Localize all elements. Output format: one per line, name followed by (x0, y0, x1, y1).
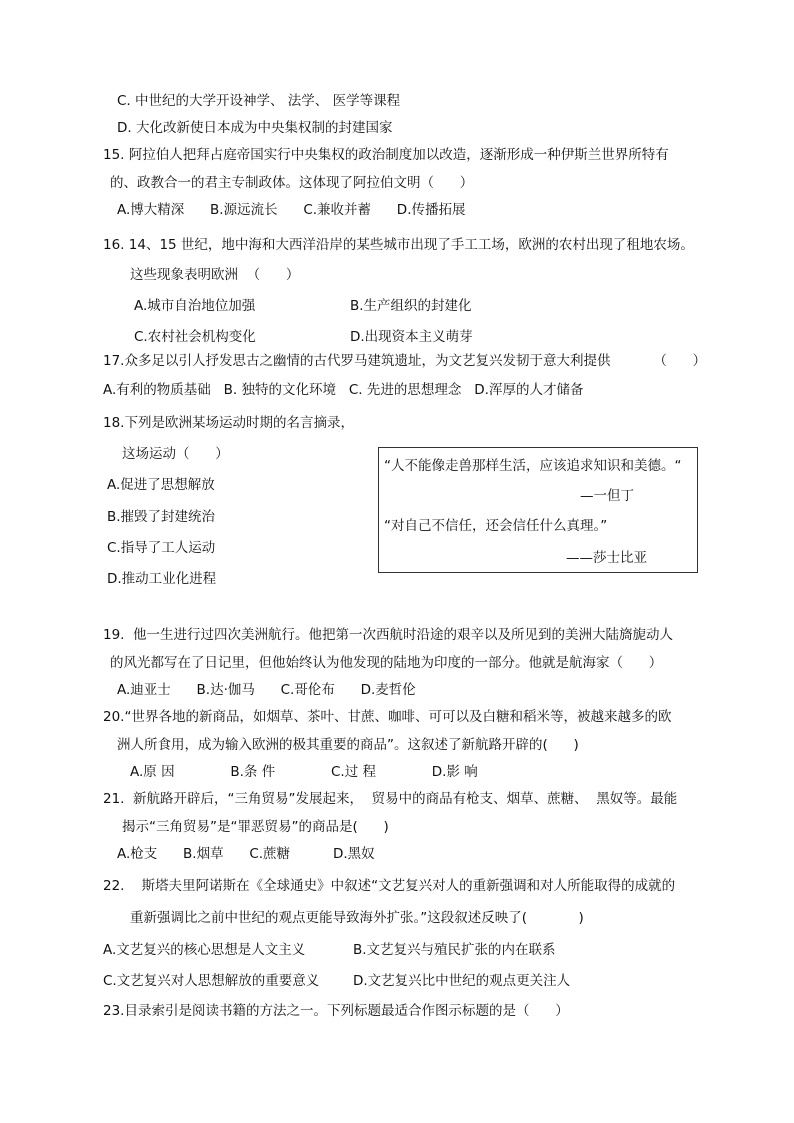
question-22-option-b: B.文艺复兴与殖民扩张的内在联系 (353, 942, 556, 958)
question-20-stem-cont: 洲人所食用，成为输入欧洲的极其重要的商品”。这叙述了新航路开辟的( ) (117, 737, 579, 753)
question-18-option-c: C.指导了工人运动 (107, 540, 216, 556)
question-18-stem-cont: 这场运动（ ） (122, 446, 229, 462)
question-21-options: A.枪支 B.烟草 C.蔗糖 D.黑奴 (117, 846, 375, 862)
question-22-option-d: D.文艺复兴比中世纪的观点更关注人 (353, 973, 571, 989)
question-17-stem: 17.众多足以引人抒发思古之幽情的古代罗马建筑遗址，为文艺复兴发韧于意大利提供 （ ） (103, 353, 707, 369)
question-15-options: A.博大精深 B.源远流长 C.兼收并蓄 D.传播拓展 (117, 202, 466, 218)
option-d-q14: D. 大化改新使日本成为中央集权制的封建国家 (117, 120, 393, 136)
question-22-option-c: C.文艺复兴对人思想解放的重要意义 (103, 973, 320, 989)
question-15-stem: 15. 阿拉伯人把拜占庭帝国实行中央集权的政治制度加以改造，逐渐形成一种伊斯兰世界所特有 (103, 147, 669, 163)
question-16-stem-cont: 这些现象表明欧洲 （ ） (130, 267, 300, 283)
question-17-options: A.有利的物质基础 B. 独特的文化环境 C. 先进的思想理念 D.浑厚的人才储备 (103, 382, 584, 398)
quote-1-author: —一但丁 (580, 488, 634, 504)
question-15-stem-cont: 的、政教合一的君主专制政体。这体现了阿拉伯文明（ ） (110, 175, 474, 191)
question-18-option-d: D.推动工业化进程 (107, 571, 217, 587)
question-22-stem: 22. 斯塔夫里阿诺斯在《全球通史》中叙述“文艺复兴对人的重新强调和对人所能取得的成就的 (103, 878, 676, 894)
question-16-option-c: C.农村社会机构变化 (134, 329, 256, 345)
quote-2-author: ——莎士比亚 (566, 550, 647, 566)
question-19-stem: 19. 他一生进行过四次美洲航行。他把第一次西航时沿途的艰辛以及所见到的美洲大陆旖旎动人 (103, 627, 674, 643)
question-16-stem: 16. 14、15 世纪，地中海和大西洋沿岸的某些城市出现了手工工场，欧洲的农村出现了租地农场。 (103, 237, 694, 253)
question-21-stem: 21. 新航路开辟后，“三角贸易”发展起来， 贸易中的商品有枪支、烟草、蔗糖、 黑奴等。最能 (103, 791, 678, 807)
question-18-option-a: A.促进了思想解放 (107, 477, 215, 493)
question-18-stem: 18.下列是欧洲某场运动时期的名言摘录， (103, 415, 354, 431)
question-16-option-a: A.城市自治地位加强 (134, 298, 256, 314)
question-20-stem: 20.“世界各地的新商品，如烟草、茶叶、甘蔗、咖啡、可可以及白糖和稻米等，被越来越多的欧 (103, 709, 672, 725)
question-22-option-a: A.文艺复兴的核心思想是人文主义 (103, 942, 306, 958)
quote-1: “人不能像走兽那样生活，应该追求知识和美德。“ (384, 458, 682, 474)
option-c-q14: C. 中世纪的大学开设神学、 法学、 医学等课程 (117, 93, 401, 109)
question-16-option-d: D.出现资本主义萌芽 (350, 329, 473, 345)
question-22-stem-cont: 重新强调比之前中世纪的观点更能导致海外扩张。”这段叙述反映了( ) (130, 910, 584, 926)
question-21-stem-cont: 揭示“三角贸易”是“罪恶贸易”的商品是( ) (122, 819, 389, 835)
question-18-option-b: B.摧毁了封建统治 (107, 509, 216, 525)
question-23-stem: 23.目录索引是阅读书籍的方法之一。下列标题最适合作图示标题的是（ ） (103, 1003, 569, 1019)
question-19-options: A.迪亚士 B.达·伽马 C.哥伦布 D.麦哲伦 (117, 682, 416, 698)
quote-2: “对自己不信任，还会信任什么真理。” (384, 518, 608, 534)
question-16-option-b: B.生产组织的封建化 (350, 298, 472, 314)
question-20-options: A.原 因 B.条 件 C.过 程 D.影 响 (130, 764, 478, 780)
question-19-stem-cont: 的风光都写在了日记里，但他始终认为他发现的陆地为印度的一部分。他就是航海家（ ） (110, 655, 663, 671)
